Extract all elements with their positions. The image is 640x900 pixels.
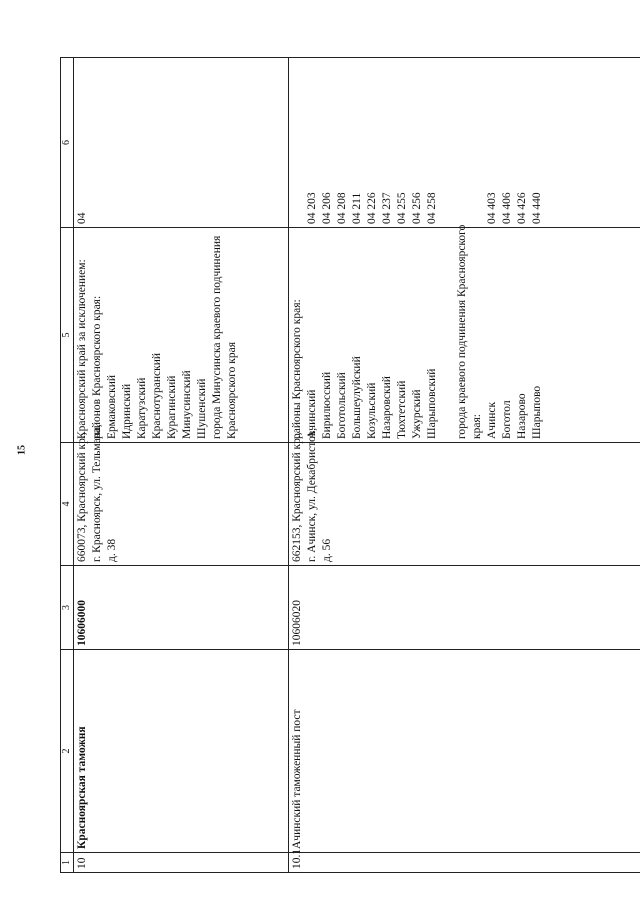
region-item: Ачинск — [486, 401, 498, 439]
table-row — [289, 58, 640, 873]
region-item: районов Красноярского края: — [91, 295, 103, 439]
okato-code-list — [74, 58, 289, 228]
region-item: Боготол — [501, 400, 513, 439]
office-address — [289, 427, 640, 566]
region-item: Ачинский — [306, 389, 318, 439]
address-line: г. Ачинск, ул. Декабристов, — [306, 427, 318, 562]
header-col-6: 6 — [61, 58, 74, 228]
header-col-3: 3 — [61, 566, 74, 650]
region-item: Большеулуйский — [351, 356, 363, 439]
header-col-1: 1 — [61, 853, 74, 873]
region-item: Назарово — [516, 393, 528, 439]
okato-code: 04 255 — [396, 192, 408, 224]
header-col-5: 5 — [61, 228, 74, 443]
region-item: Идринский — [121, 383, 133, 439]
region-list — [74, 228, 289, 443]
region-item: города Минусинска краевого подчинения — [211, 235, 223, 439]
region-item: Боготольский — [336, 372, 348, 439]
address-line: г. Красноярск, ул. Тельмана, — [91, 424, 103, 562]
region-item — [440, 231, 455, 439]
region-item: Красноярский край за исключением: — [76, 259, 88, 439]
region-item: Красноярского края — [226, 342, 238, 439]
region-item: Краснотуранский — [151, 352, 163, 439]
okato-code: 04 406 — [501, 192, 513, 224]
address-line: д. 38 — [106, 538, 118, 562]
region-item: Шарыповский — [426, 368, 438, 439]
region-item: Шарыпово — [531, 385, 543, 439]
header-col-4: 4 — [61, 443, 74, 566]
table-row — [74, 58, 289, 873]
okato-code — [290, 61, 305, 224]
region-item: Каратузский — [136, 377, 148, 439]
region-item: Козульский — [366, 382, 378, 439]
region-list — [289, 224, 640, 443]
okato-code: 04 211 — [351, 192, 363, 224]
okato-code: 04 258 — [426, 192, 438, 224]
okato-code: 04 256 — [411, 192, 423, 224]
okato-code — [440, 61, 455, 224]
row-number: 10 — [74, 853, 289, 873]
header-row — [61, 58, 74, 873]
okato-code: 04 — [76, 212, 88, 224]
page-number: 15 — [16, 445, 28, 455]
region-item: Шушенский — [196, 378, 208, 439]
customs-table — [60, 57, 640, 873]
rotated-table-frame — [60, 58, 640, 873]
region-item: Ужурский — [411, 389, 423, 439]
okato-code: 04 203 — [306, 192, 318, 224]
okato-code: 04 206 — [321, 192, 333, 224]
customs-office-name: Ачинский таможенный пост — [289, 650, 640, 853]
region-item: районы Красноярского края: — [291, 299, 303, 439]
okato-code: 04 426 — [516, 192, 528, 224]
okato-code: 04 440 — [531, 192, 543, 224]
region-item: Минусинский — [181, 370, 193, 439]
row-number: 10.1 — [289, 853, 640, 873]
okato-code: 04 208 — [336, 192, 348, 224]
region-item: Бирилюсский — [321, 371, 333, 439]
address-line: 660073, Красноярский кр., — [76, 432, 88, 562]
okato-code: 04 237 — [381, 192, 393, 224]
okato-code — [470, 61, 485, 224]
okato-code: 04 403 — [486, 192, 498, 224]
region-item: города краевого подчинения Красноярского — [456, 224, 468, 439]
region-item: Тюхтетский — [396, 380, 408, 439]
customs-office-code: 10606020 — [289, 566, 640, 650]
address-line: д. 56 — [321, 538, 333, 562]
region-item: края: — [471, 414, 483, 439]
address-line: 662153, Красноярский кр., — [291, 432, 303, 562]
region-item: Ермаковский — [106, 374, 118, 439]
header-col-2: 2 — [61, 650, 74, 853]
okato-code: 04 226 — [366, 192, 378, 224]
customs-office-name: Красноярская таможня — [74, 650, 289, 853]
okato-code — [455, 61, 470, 224]
customs-office-code: 10606000 — [74, 566, 289, 650]
table-wrapper — [60, 58, 640, 873]
office-address — [74, 424, 289, 566]
region-item: Назаровский — [381, 376, 393, 439]
region-item: Курагинский — [166, 375, 178, 439]
okato-code-list — [289, 58, 640, 228]
